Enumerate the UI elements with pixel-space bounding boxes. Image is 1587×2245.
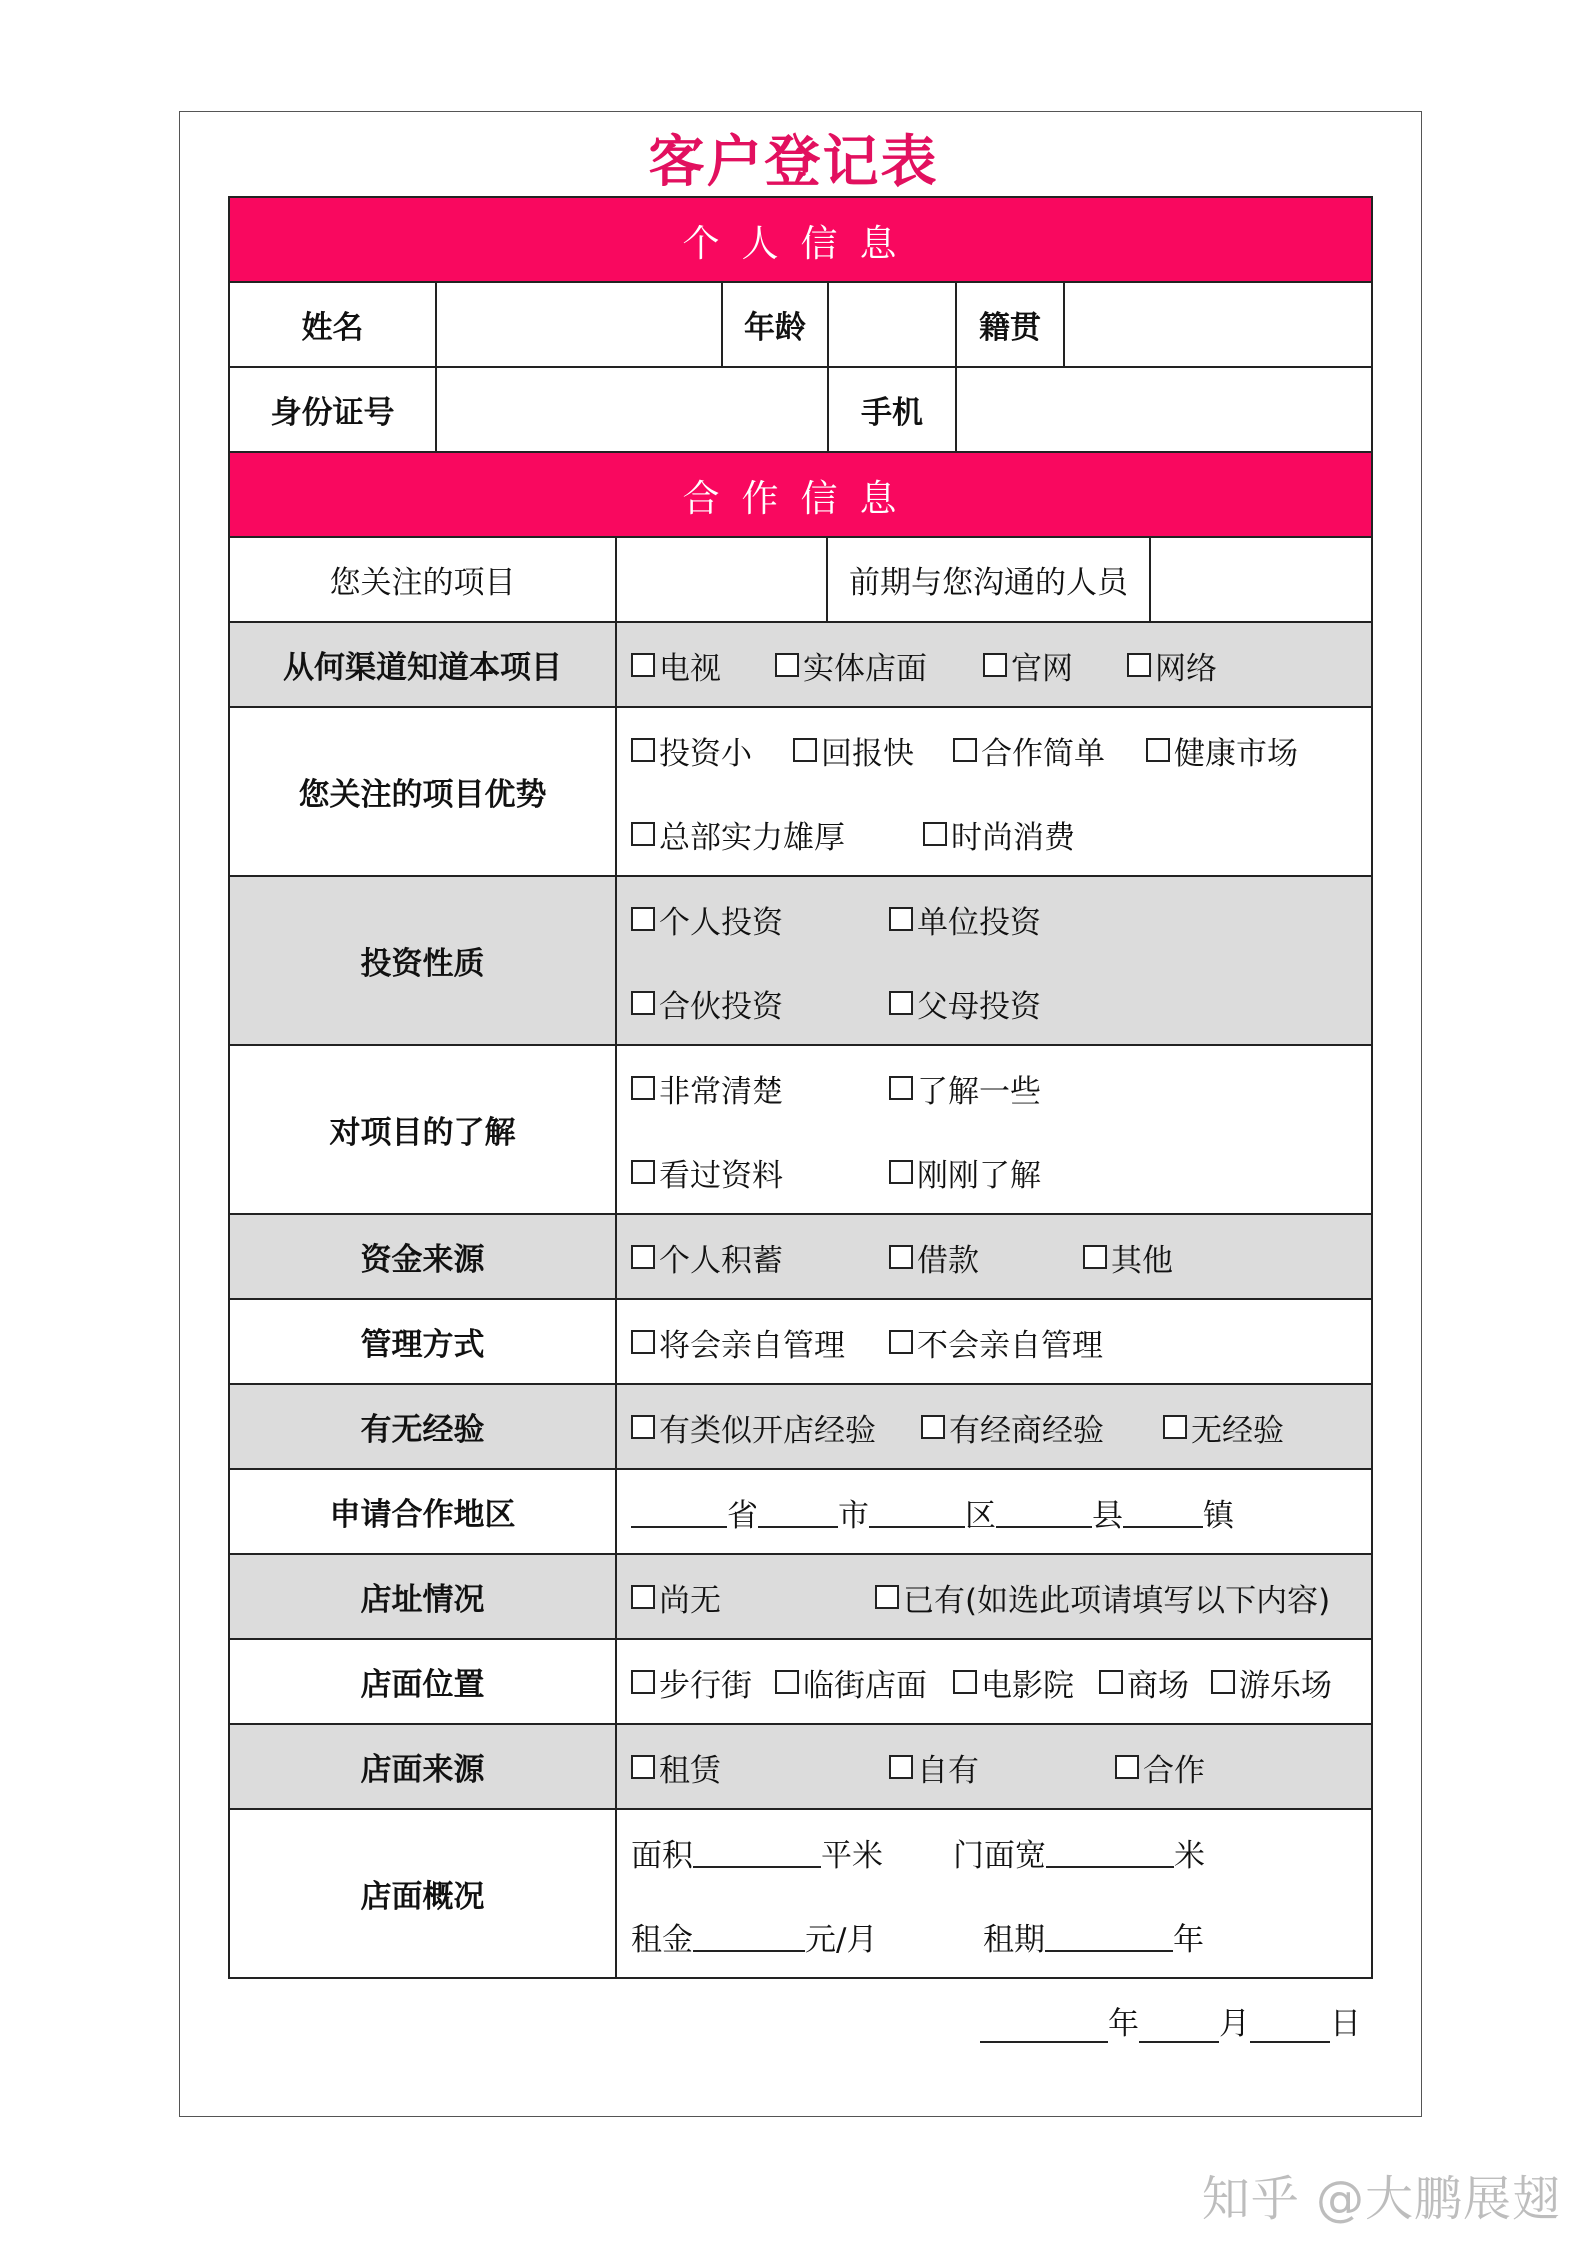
channel-website-checkbox[interactable]: [983, 643, 1073, 688]
option-label: 电视: [659, 650, 721, 687]
checkbox-icon: [775, 1670, 799, 1694]
channel-internet-checkbox[interactable]: [1127, 643, 1217, 688]
option-label: 非常清楚: [659, 1073, 783, 1110]
funds-source-row: [228, 1215, 1373, 1300]
option-label: 网络: [1155, 650, 1217, 687]
nature-parents-checkbox[interactable]: [889, 981, 1041, 1026]
option-label: 合伙投资: [659, 988, 783, 1025]
checkbox-icon: [631, 1245, 655, 1269]
option-label: 刚刚了解: [917, 1157, 1041, 1194]
checkbox-icon: [631, 653, 655, 677]
checkbox-icon: [889, 1076, 913, 1100]
advantage-fashion-checkbox[interactable]: [923, 812, 1075, 857]
management-self-checkbox[interactable]: [631, 1320, 845, 1365]
id-number-label: 身份证号: [230, 368, 437, 451]
option-label: 其他: [1111, 1242, 1173, 1279]
checkbox-icon: [631, 1670, 655, 1694]
section-header-personal: 个人信息: [228, 198, 1373, 283]
option-label: 电影院: [981, 1667, 1074, 1704]
checkbox-icon: [1115, 1755, 1139, 1779]
checkbox-icon: [631, 738, 655, 762]
option-label: 父母投资: [917, 988, 1041, 1025]
option-label: 个人投资: [659, 904, 783, 941]
day-input[interactable]: [1250, 2011, 1330, 2043]
channel-store-checkbox[interactable]: [775, 643, 927, 688]
checkbox-icon: [631, 1415, 655, 1439]
age-label: 年龄: [723, 283, 829, 366]
name-label: 姓名: [230, 283, 437, 366]
origin-label: 籍贯: [957, 283, 1065, 366]
province-input[interactable]: [631, 1496, 727, 1528]
lease-term-field: [983, 1914, 1204, 1959]
rent-unit: 元/月: [805, 1921, 878, 1958]
advantage-low-investment-checkbox[interactable]: [631, 728, 752, 773]
checkbox-icon: [1146, 738, 1170, 762]
month-unit: 月: [1219, 2006, 1250, 2042]
store-source-label: 店面来源: [230, 1725, 617, 1808]
option-label: 官网: [1011, 650, 1073, 687]
channel-row: [228, 623, 1373, 708]
name-field[interactable]: [437, 283, 723, 366]
rent-label: 租金: [631, 1921, 693, 1958]
advantage-simple-cooperation-checkbox[interactable]: [953, 728, 1105, 773]
frontage-width-unit: 米: [1174, 1837, 1205, 1874]
option-label: 无经验: [1191, 1412, 1284, 1449]
store-location-label: 店面位置: [230, 1640, 617, 1723]
store-source-row: [228, 1725, 1373, 1810]
channel-tv-checkbox[interactable]: [631, 643, 721, 688]
checkbox-icon: [953, 1670, 977, 1694]
nature-personal-checkbox[interactable]: [631, 897, 783, 942]
site-status-row: [228, 1555, 1373, 1640]
understanding-label: 对项目的了解: [230, 1046, 617, 1213]
checkbox-icon: [1211, 1670, 1235, 1694]
funds-source-label: 资金来源: [230, 1215, 617, 1298]
project-field[interactable]: [617, 538, 828, 621]
phone-label: 手机: [829, 368, 957, 451]
option-label: 临街店面: [803, 1667, 927, 1704]
understanding-row: [228, 1046, 1373, 1215]
origin-field[interactable]: [1065, 283, 1373, 366]
checkbox-icon: [631, 1330, 655, 1354]
option-label: 尚无: [659, 1582, 721, 1619]
town-unit: 镇: [1203, 1497, 1234, 1534]
month-input[interactable]: [1139, 2011, 1219, 2043]
option-label: 租赁: [659, 1752, 721, 1789]
area-input[interactable]: [693, 1836, 821, 1868]
advantage-row: [228, 708, 1373, 877]
site-have-checkbox[interactable]: [875, 1575, 1330, 1620]
investment-nature-label: 投资性质: [230, 877, 617, 1044]
option-label: 借款: [917, 1242, 979, 1279]
region-label: 申请合作地区: [230, 1470, 617, 1553]
management-label: 管理方式: [230, 1300, 617, 1383]
option-label: 总部实力雄厚: [659, 819, 845, 856]
frontage-width-label: 门面宽: [953, 1837, 1046, 1874]
option-label: 商场: [1127, 1667, 1189, 1704]
registration-form: [228, 196, 1373, 1979]
funds-source-options: [617, 1215, 1373, 1298]
checkbox-icon: [889, 1245, 913, 1269]
store-location-options: [617, 1640, 1373, 1723]
checkbox-icon: [1127, 653, 1151, 677]
rent-field: [631, 1914, 877, 1959]
project-label: 您关注的项目: [230, 538, 617, 621]
option-label: 合作: [1143, 1752, 1205, 1789]
area-field: [631, 1830, 883, 1875]
option-label: 有经商经验: [949, 1412, 1104, 1449]
lease-term-label: 租期: [983, 1921, 1045, 1958]
option-label: 合作简单: [981, 735, 1105, 772]
checkbox-icon: [923, 822, 947, 846]
county-unit: 县: [1092, 1497, 1123, 1534]
understanding-options: [617, 1046, 1373, 1213]
site-status-options: [617, 1555, 1373, 1638]
management-not-self-checkbox[interactable]: [889, 1320, 1103, 1365]
checkbox-icon: [875, 1585, 899, 1609]
checkbox-icon: [921, 1415, 945, 1439]
understanding-read-materials-checkbox[interactable]: [631, 1150, 783, 1195]
funds-other-checkbox[interactable]: [1083, 1235, 1173, 1280]
experience-options: [617, 1385, 1373, 1468]
option-label: 个人积蓄: [659, 1242, 783, 1279]
form-title: 客户登记表: [648, 130, 939, 195]
advantage-options: [617, 708, 1373, 875]
checkbox-icon: [775, 653, 799, 677]
store-overview-row: [228, 1810, 1373, 1979]
day-unit: 日: [1330, 2006, 1361, 2042]
management-options: [617, 1300, 1373, 1383]
experience-row: [228, 1385, 1373, 1470]
checkbox-icon: [889, 1160, 913, 1184]
personal-row-2: [228, 368, 1373, 453]
contact-person-field[interactable]: [1151, 538, 1373, 621]
checkbox-icon: [631, 991, 655, 1015]
store-source-options: [617, 1725, 1373, 1808]
channel-options: [617, 623, 1373, 706]
town-input[interactable]: [1123, 1496, 1203, 1528]
age-field[interactable]: [829, 283, 957, 366]
lease-term-input[interactable]: [1045, 1920, 1173, 1952]
option-label: 自有: [917, 1752, 979, 1789]
checkbox-icon: [631, 822, 655, 846]
rent-input[interactable]: [693, 1920, 805, 1952]
option-label: 步行街: [659, 1667, 752, 1704]
nature-company-checkbox[interactable]: [889, 897, 1041, 942]
understanding-just-learned-checkbox[interactable]: [889, 1150, 1041, 1195]
city-unit: 市: [838, 1497, 869, 1534]
nature-partnership-checkbox[interactable]: [631, 981, 783, 1026]
region-fields: [617, 1470, 1373, 1553]
funds-savings-checkbox[interactable]: [631, 1235, 783, 1280]
id-number-field[interactable]: [437, 368, 829, 451]
project-row: [228, 538, 1373, 623]
advantage-strong-hq-checkbox[interactable]: [631, 812, 845, 857]
site-status-label: 店址情况: [230, 1555, 617, 1638]
contact-person-label: 前期与您沟通的人员: [828, 538, 1151, 621]
option-label: 了解一些: [917, 1073, 1041, 1110]
checkbox-icon: [1163, 1415, 1187, 1439]
frontage-width-input[interactable]: [1046, 1836, 1174, 1868]
checkbox-icon: [889, 1330, 913, 1354]
location-amusement-park-checkbox[interactable]: [1211, 1660, 1332, 1705]
option-label: 时尚消费: [951, 819, 1075, 856]
date-line: [980, 1998, 1361, 2043]
option-label: 单位投资: [917, 904, 1041, 941]
checkbox-icon: [1083, 1245, 1107, 1269]
experience-business-checkbox[interactable]: [921, 1405, 1104, 1450]
option-label: 游乐场: [1239, 1667, 1332, 1704]
store-overview-label: 店面概况: [230, 1810, 617, 1977]
county-input[interactable]: [996, 1496, 1092, 1528]
source-owned-checkbox[interactable]: [889, 1745, 979, 1790]
checkbox-icon: [1099, 1670, 1123, 1694]
region-row: [228, 1470, 1373, 1555]
location-cinema-checkbox[interactable]: [953, 1660, 1074, 1705]
checkbox-icon: [953, 738, 977, 762]
watermark: 知乎 @大鹏展翅: [1201, 2171, 1561, 2227]
checkbox-icon: [631, 1585, 655, 1609]
province-unit: 省: [727, 1497, 758, 1534]
source-lease-checkbox[interactable]: [631, 1745, 721, 1790]
experience-label: 有无经验: [230, 1385, 617, 1468]
checkbox-icon: [983, 653, 1007, 677]
personal-row-1: [228, 283, 1373, 368]
area-label: 面积: [631, 1837, 693, 1874]
lease-term-unit: 年: [1173, 1921, 1204, 1958]
option-label: 投资小: [659, 735, 752, 772]
year-unit: 年: [1108, 2006, 1139, 2042]
understanding-some-checkbox[interactable]: [889, 1066, 1041, 1111]
phone-field[interactable]: [957, 368, 1373, 451]
year-input[interactable]: [980, 2011, 1108, 2043]
advantage-fast-return-checkbox[interactable]: [793, 728, 914, 773]
source-cooperation-checkbox[interactable]: [1115, 1745, 1205, 1790]
advantage-label: 您关注的项目优势: [230, 708, 617, 875]
location-pedestrian-street-checkbox[interactable]: [631, 1660, 752, 1705]
option-label: 不会亲自管理: [917, 1327, 1103, 1364]
district-unit: 区: [965, 1497, 996, 1534]
site-none-checkbox[interactable]: [631, 1575, 721, 1620]
checkbox-icon: [631, 1160, 655, 1184]
checkbox-icon: [631, 1755, 655, 1779]
option-label: 回报快: [821, 735, 914, 772]
location-mall-checkbox[interactable]: [1099, 1660, 1189, 1705]
channel-label: 从何渠道知道本项目: [230, 623, 617, 706]
option-label: 实体店面: [803, 650, 927, 687]
checkbox-icon: [631, 1076, 655, 1100]
investment-nature-options: [617, 877, 1373, 1044]
experience-similar-store-checkbox[interactable]: [631, 1405, 876, 1450]
understanding-very-clear-checkbox[interactable]: [631, 1066, 783, 1111]
district-input[interactable]: [869, 1496, 965, 1528]
city-input[interactable]: [758, 1496, 838, 1528]
frontage-width-field: [953, 1830, 1205, 1875]
option-label: 看过资料: [659, 1157, 783, 1194]
section-header-cooperation: 合作信息: [228, 453, 1373, 538]
checkbox-icon: [631, 907, 655, 931]
store-overview-fields: [617, 1810, 1373, 1977]
option-label: 健康市场: [1174, 735, 1298, 772]
location-street-front-checkbox[interactable]: [775, 1660, 927, 1705]
management-row: [228, 1300, 1373, 1385]
area-unit: 平米: [821, 1837, 883, 1874]
option-label: 有类似开店经验: [659, 1412, 876, 1449]
option-label: 已有(如选此项请填写以下内容): [903, 1582, 1331, 1619]
funds-loan-checkbox[interactable]: [889, 1235, 979, 1280]
advantage-healthy-market-checkbox[interactable]: [1146, 728, 1298, 773]
store-location-row: [228, 1640, 1373, 1725]
experience-none-checkbox[interactable]: [1163, 1405, 1284, 1450]
checkbox-icon: [889, 1755, 913, 1779]
investment-nature-row: [228, 877, 1373, 1046]
checkbox-icon: [793, 738, 817, 762]
checkbox-icon: [889, 991, 913, 1015]
checkbox-icon: [889, 907, 913, 931]
option-label: 将会亲自管理: [659, 1327, 845, 1364]
